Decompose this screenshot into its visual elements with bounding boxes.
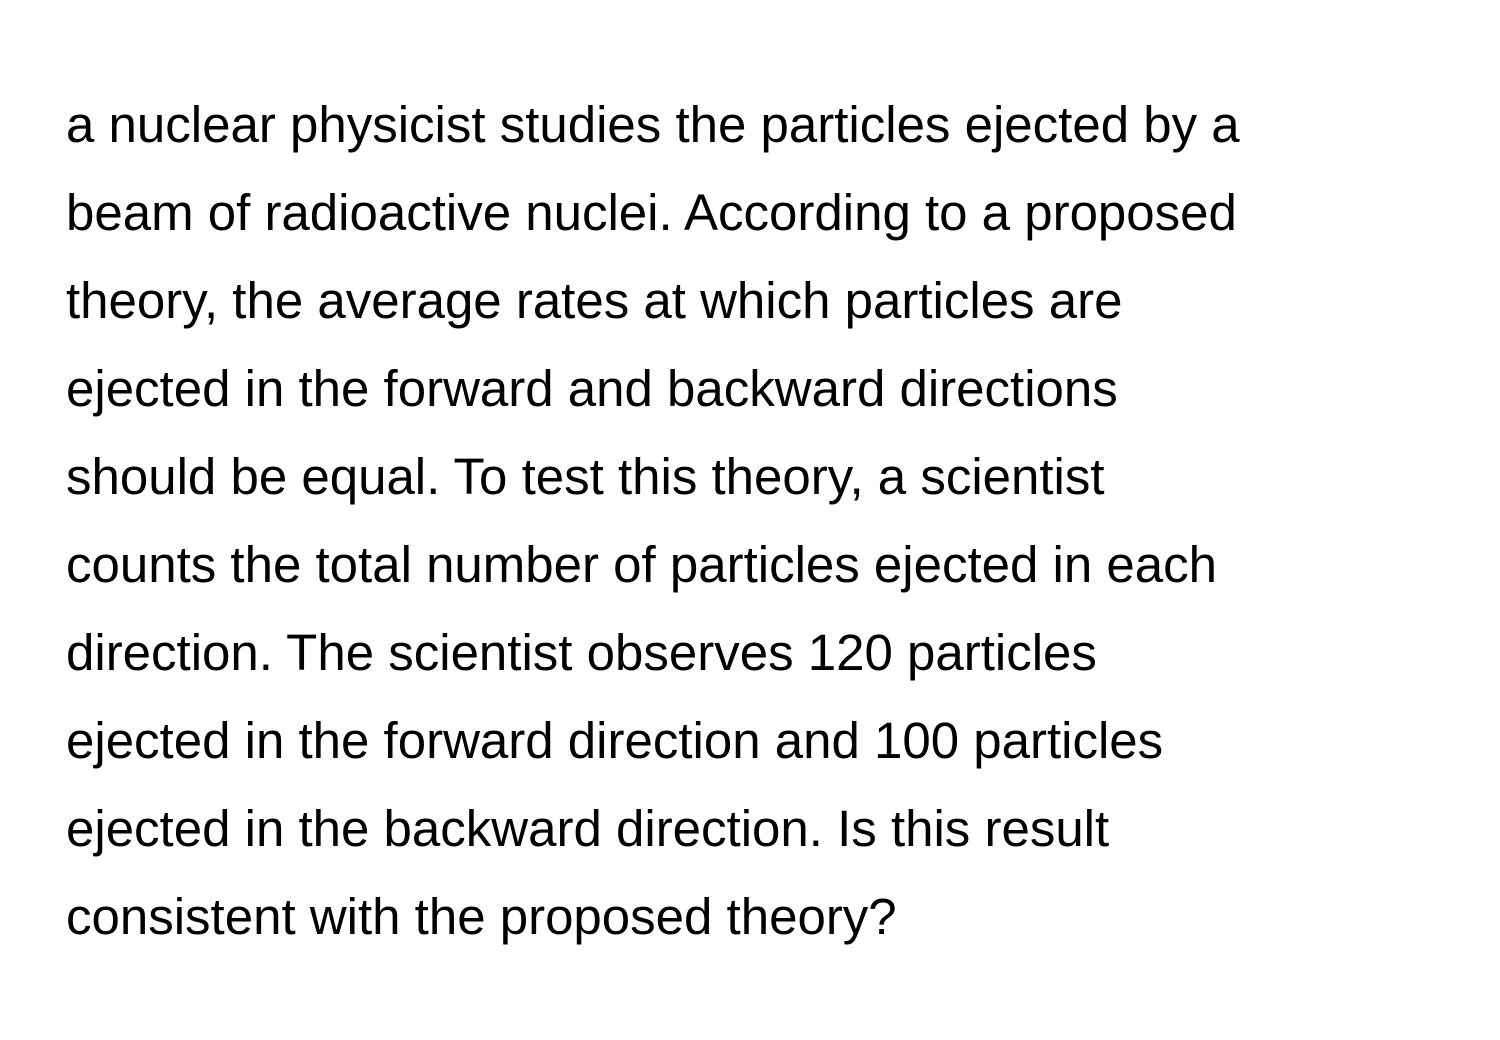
question-line: ejected in the forward direction and 100 particles [66,712,1164,769]
question-line: counts the total number of particles ejected in each [66,536,1218,593]
question-text [66,95,1466,975]
question-line: a nuclear physicist studies the particles ejected by a [66,96,1240,153]
question-line: direction. The scientist observes 120 particles [66,624,1097,681]
question-line: consistent with the proposed theory? [66,888,897,945]
question-line: beam of radioactive nuclei. According to a proposed [66,184,1237,241]
question-line: theory, the average rates at which particles are [66,272,1123,329]
question-line: ejected in the forward and backward directions [66,360,1118,417]
question-line: ejected in the backward direction. Is this result [66,800,1110,857]
question-line: should be equal. To test this theory, a scientist [66,448,1105,505]
